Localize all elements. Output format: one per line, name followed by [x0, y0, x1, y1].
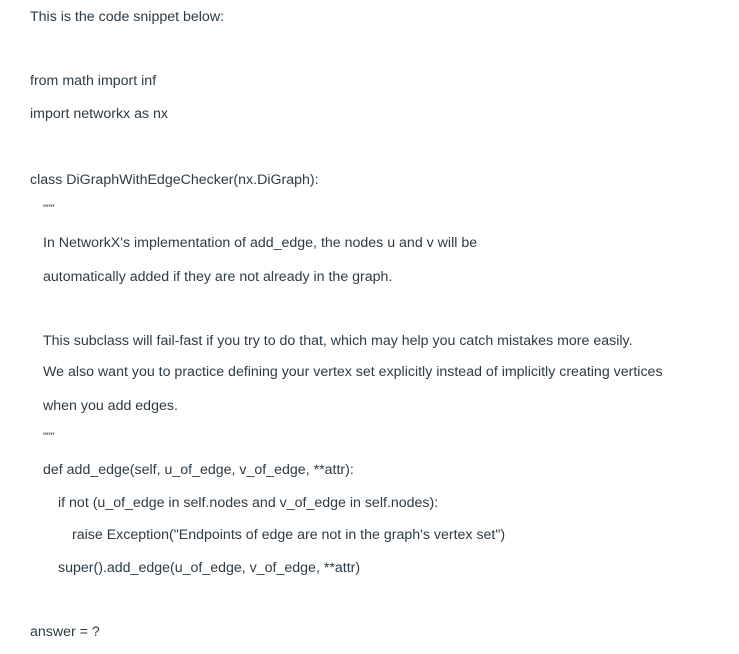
docstring-line-4: We also want you to practice defining your vertex set explicitly instead of implicitly creating vertices — [43, 364, 663, 380]
docstring-line-3: This subclass will fail-fast if you try to do that, which may help you catch mistakes more easily. — [43, 333, 633, 349]
import-math-line: from math import inf — [30, 73, 157, 89]
raise-exception-line: raise Exception("Endpoints of edge are not in the graph's vertex set") — [72, 527, 506, 543]
super-call-line: super().add_edge(u_of_edge, v_of_edge, **attr) — [58, 560, 361, 576]
docstring-line-1: In NetworkX's implementation of add_edge, the nodes u and v will be — [43, 235, 478, 251]
class-definition-line: class DiGraphWithEdgeChecker(nx.DiGraph): — [30, 172, 319, 188]
import-networkx-line: import networkx as nx — [30, 106, 168, 122]
intro-text: This is the code snippet below: — [30, 9, 225, 25]
docstring-close: """ — [43, 431, 55, 443]
docstring-line-5: when you add edges. — [43, 398, 178, 414]
method-definition-line: def add_edge(self, u_of_edge, v_of_edge, **attr): — [43, 462, 354, 478]
if-statement-line: if not (u_of_edge in self.nodes and v_of_edge in self.nodes): — [58, 495, 439, 511]
docstring-open: """ — [43, 203, 55, 215]
docstring-line-2: automatically added if they are not already in the graph. — [43, 269, 393, 285]
answer-prompt: answer = ? — [30, 624, 100, 640]
